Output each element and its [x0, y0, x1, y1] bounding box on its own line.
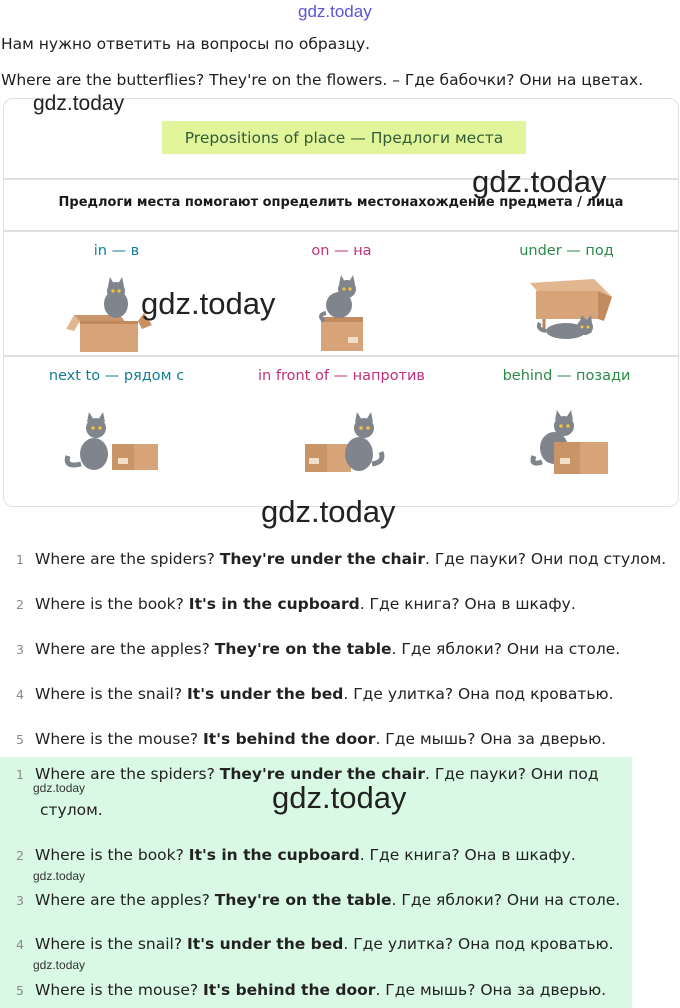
- intro-task: Нам нужно ответить на вопросы по образцу.: [1, 35, 371, 53]
- watermark: gdz.today: [472, 164, 607, 199]
- card-title: Prepositions of place — Предлоги места: [162, 121, 526, 154]
- preposition-label: in — в: [93, 243, 140, 259]
- answer-item-highlight: 1 Where are the spiders? They're under the chair. Где пауки? Они под: [16, 765, 599, 783]
- answer-item-highlight: 4 Where is the snail? It's under the bed. Где улитка? Она под кроватью.: [16, 935, 614, 953]
- preposition-label: in front of — напротив: [258, 368, 425, 384]
- watermark-top: gdz.today: [298, 2, 372, 21]
- preposition-cell-in-front-of: [229, 356, 454, 481]
- watermark: gdz.today: [141, 286, 276, 321]
- cat-in-front-of-box-illustration: [229, 396, 454, 478]
- answer-item-highlight: 5 Where is the mouse? It's behind the door. Где мышь? Она за дверью.: [16, 981, 607, 999]
- answer-item: 1 Where are the spiders? They're under the chair. Где пауки? Они под стулом.: [16, 550, 667, 568]
- answer-item-highlight: 2 Where is the book? It's in the cupboard. Где книга? Она в шкафу.: [16, 846, 576, 864]
- prepositions-card: [3, 98, 679, 507]
- answer-item-wrap: стулом.: [40, 801, 103, 819]
- watermark: gdz.today: [33, 958, 86, 972]
- watermark: gdz.today: [272, 780, 407, 815]
- watermark: gdz.today: [261, 494, 396, 529]
- intro-example: Where are the butterflies? They're on the flowers. – Где бабочки? Они на цветах.: [1, 71, 644, 89]
- preposition-label: behind — позади: [502, 368, 631, 384]
- answer-item: 3 Where are the apples? They're on the table. Где яблоки? Они на столе.: [16, 640, 621, 658]
- cat-behind-box-illustration: [454, 396, 679, 478]
- preposition-label: on — на: [311, 243, 372, 259]
- preposition-cell-behind: [454, 356, 679, 481]
- watermark: gdz.today: [33, 781, 86, 795]
- preposition-cell-next-to: [4, 356, 229, 481]
- preposition-label: next to — рядом с: [48, 368, 185, 384]
- answer-item: 5 Where is the mouse? It's behind the door. Где мышь? Она за дверью.: [16, 730, 607, 748]
- cat-under-box-illustration: [454, 271, 679, 353]
- preposition-cell-under: [454, 231, 679, 356]
- answer-item: 4 Where is the snail? It's under the bed. Где улитка? Она под кроватью.: [16, 685, 614, 703]
- card-subtitle: Предлоги места помогают определить местонахождение предмета / лица: [58, 195, 624, 210]
- answer-item: 2 Where is the book? It's in the cupboard. Где книга? Она в шкафу.: [16, 595, 576, 613]
- preposition-label: under — под: [519, 243, 614, 259]
- watermark: gdz.today: [33, 92, 125, 115]
- answer-item-highlight: 3 Where are the apples? They're on the table. Где яблоки? Они на столе.: [16, 891, 621, 909]
- watermark: gdz.today: [33, 869, 86, 883]
- cat-next-to-box-illustration: [4, 396, 229, 478]
